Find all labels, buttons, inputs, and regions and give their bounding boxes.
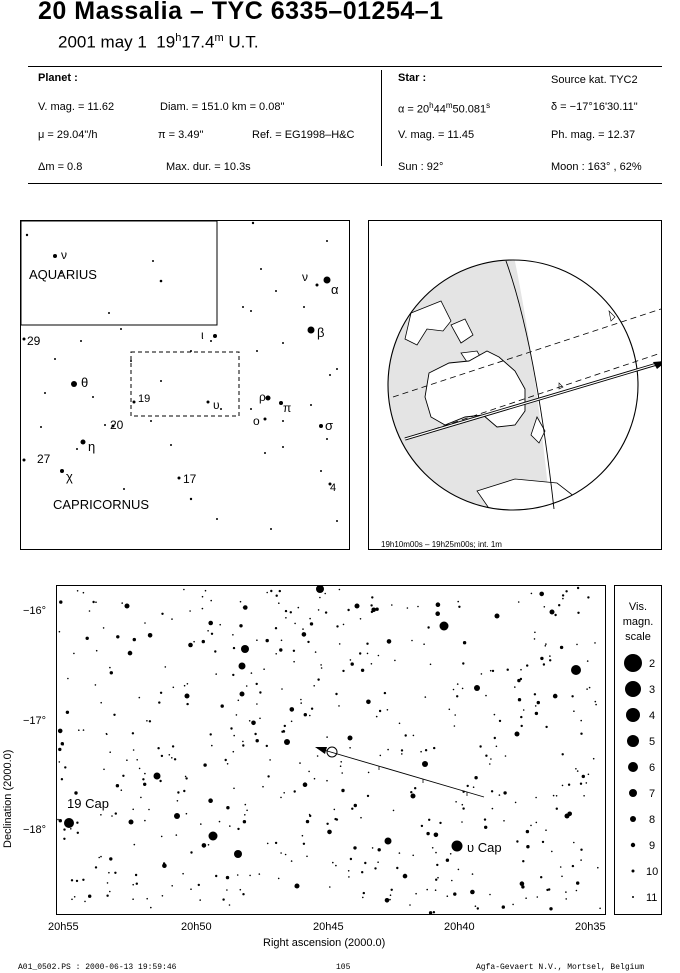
star-label-29: 29	[27, 334, 41, 348]
scale-value-3: 3	[649, 684, 656, 696]
capricornus-label: CAPRICORNUS	[53, 497, 150, 512]
ra-tick-20h50: 20h50	[181, 921, 212, 933]
star-label-upsilon: υ	[213, 398, 220, 412]
star-label-theta: θ	[81, 375, 89, 390]
scale-value-5: 5	[649, 736, 656, 748]
dec-tick-16: −16°	[23, 605, 47, 617]
star-label-eta: η	[88, 439, 96, 454]
footer-publisher: Agfa-Gevaert N.V., Mortsel, Belgium	[476, 963, 645, 972]
footer-page-number: 105	[336, 963, 351, 972]
earth-globe	[369, 221, 615, 549]
star-label-19: 19	[138, 393, 151, 405]
asteroid-track	[315, 747, 484, 797]
ra-tick-20h55: 20h55	[48, 921, 79, 933]
star-label-17: 17	[183, 472, 197, 486]
ra-axis-label: Right ascension (2000.0)	[263, 937, 386, 949]
dec-axis-label: Declination (2000.0)	[2, 749, 14, 848]
planet-parallax: π = 3.49"	[158, 129, 204, 141]
star-label-sigma: σ	[325, 418, 334, 433]
scale-value-4: 4	[649, 710, 656, 722]
scale-heading-vis: Vis.	[628, 601, 648, 613]
detail-field-box	[131, 352, 239, 416]
event-hour: 19	[156, 32, 176, 52]
planet-motion: μ = 29.04"/h	[38, 129, 98, 141]
event-time	[58, 32, 259, 53]
event-minute: 17.4	[181, 32, 215, 52]
header-top-rule	[28, 66, 662, 67]
ra-tick-20h35: 20h35	[575, 921, 606, 933]
scale-value-8: 8	[649, 814, 656, 826]
star-label-27: 27	[37, 452, 51, 466]
footer-file-info: A01_0502.PS : 2000-06-13 19:59:46	[18, 963, 177, 972]
star-label-alpha: α	[331, 282, 339, 297]
label-upsilon-cap: υ Cap	[467, 840, 502, 855]
planet-vmag: V. mag. = 11.62	[38, 101, 115, 113]
header-divider	[381, 70, 382, 166]
aquarius-label: AQUARIUS	[29, 267, 97, 282]
planet-heading: Planet :	[38, 72, 78, 84]
event-timescale: U.T.	[228, 32, 259, 52]
event-minute-unit: m	[214, 32, 224, 44]
event-date: 2001 may 1	[58, 32, 147, 52]
finder-named-stars	[23, 254, 332, 486]
scale-value-7: 7	[649, 788, 656, 800]
planet-reference: Ref. = EG1998–H&C	[252, 129, 355, 141]
scale-dots	[624, 654, 642, 898]
star-label-nu-cap: ν	[302, 270, 308, 284]
star-source-catalog: Source kat. TYC2	[551, 74, 638, 86]
globe-panel	[368, 220, 662, 550]
scale-value-2: 2	[649, 658, 656, 670]
dec-tick-18: −18°	[23, 824, 47, 836]
magnitude-scale	[614, 585, 662, 915]
star-label-iota: ι	[201, 328, 204, 342]
star-label-20: 20	[110, 418, 124, 432]
scale-value-10: 10	[646, 866, 659, 878]
star-heading: Star :	[398, 72, 427, 84]
delta-magnitude: Δm = 0.8	[38, 161, 83, 173]
moon-elongation: Moon : 163° , 62%	[551, 161, 642, 173]
detail-field-stars	[57, 587, 601, 914]
star-label-omicron: o	[253, 414, 260, 428]
dec-tick-17: −17°	[23, 715, 47, 727]
star-label-pi: π	[283, 401, 292, 415]
globe-time-caption: 19h10m00s – 19h25m00s; int. 1m	[381, 540, 502, 549]
star-vmag: V. mag. = 11.45	[398, 129, 475, 141]
scale-value-9: 9	[649, 840, 656, 852]
label-19-cap: 19 Cap	[67, 796, 109, 811]
star-label-chi: χ	[66, 469, 73, 484]
star-declination: δ = −17°16'30.11"	[551, 101, 638, 113]
scale-heading-magn: magn.	[622, 616, 654, 628]
detail-chart	[56, 585, 606, 915]
sun-elongation: Sun : 92°	[398, 161, 444, 173]
header-bottom-rule	[28, 183, 662, 184]
scale-value-11: 11	[646, 892, 658, 904]
star-label-4: 4	[330, 482, 337, 494]
star-label-beta: β	[317, 325, 325, 340]
star-phmag: Ph. mag. = 12.37	[551, 129, 636, 141]
detail-bright-stars	[64, 586, 581, 889]
ra-tick-20h40: 20h40	[444, 921, 475, 933]
event-hour-unit: h	[175, 32, 182, 44]
finder-chart	[20, 220, 350, 550]
ra-tick-20h45: 20h45	[313, 921, 344, 933]
max-duration: Max. dur. = 10.3s	[166, 161, 251, 173]
page-title: 20 Massalia – TYC 6335–01254–1	[38, 0, 444, 25]
star-label-rho: ρ	[259, 390, 266, 404]
scale-heading-scale: scale	[625, 631, 651, 643]
scale-value-6: 6	[649, 762, 656, 774]
star-right-ascension: $\alpha = 20^h44^m50.081^s$	[398, 101, 491, 116]
star-label-nu-aqr: ν	[61, 248, 67, 262]
planet-diameter: Diam. = 151.0 km = 0.08"	[160, 101, 285, 113]
